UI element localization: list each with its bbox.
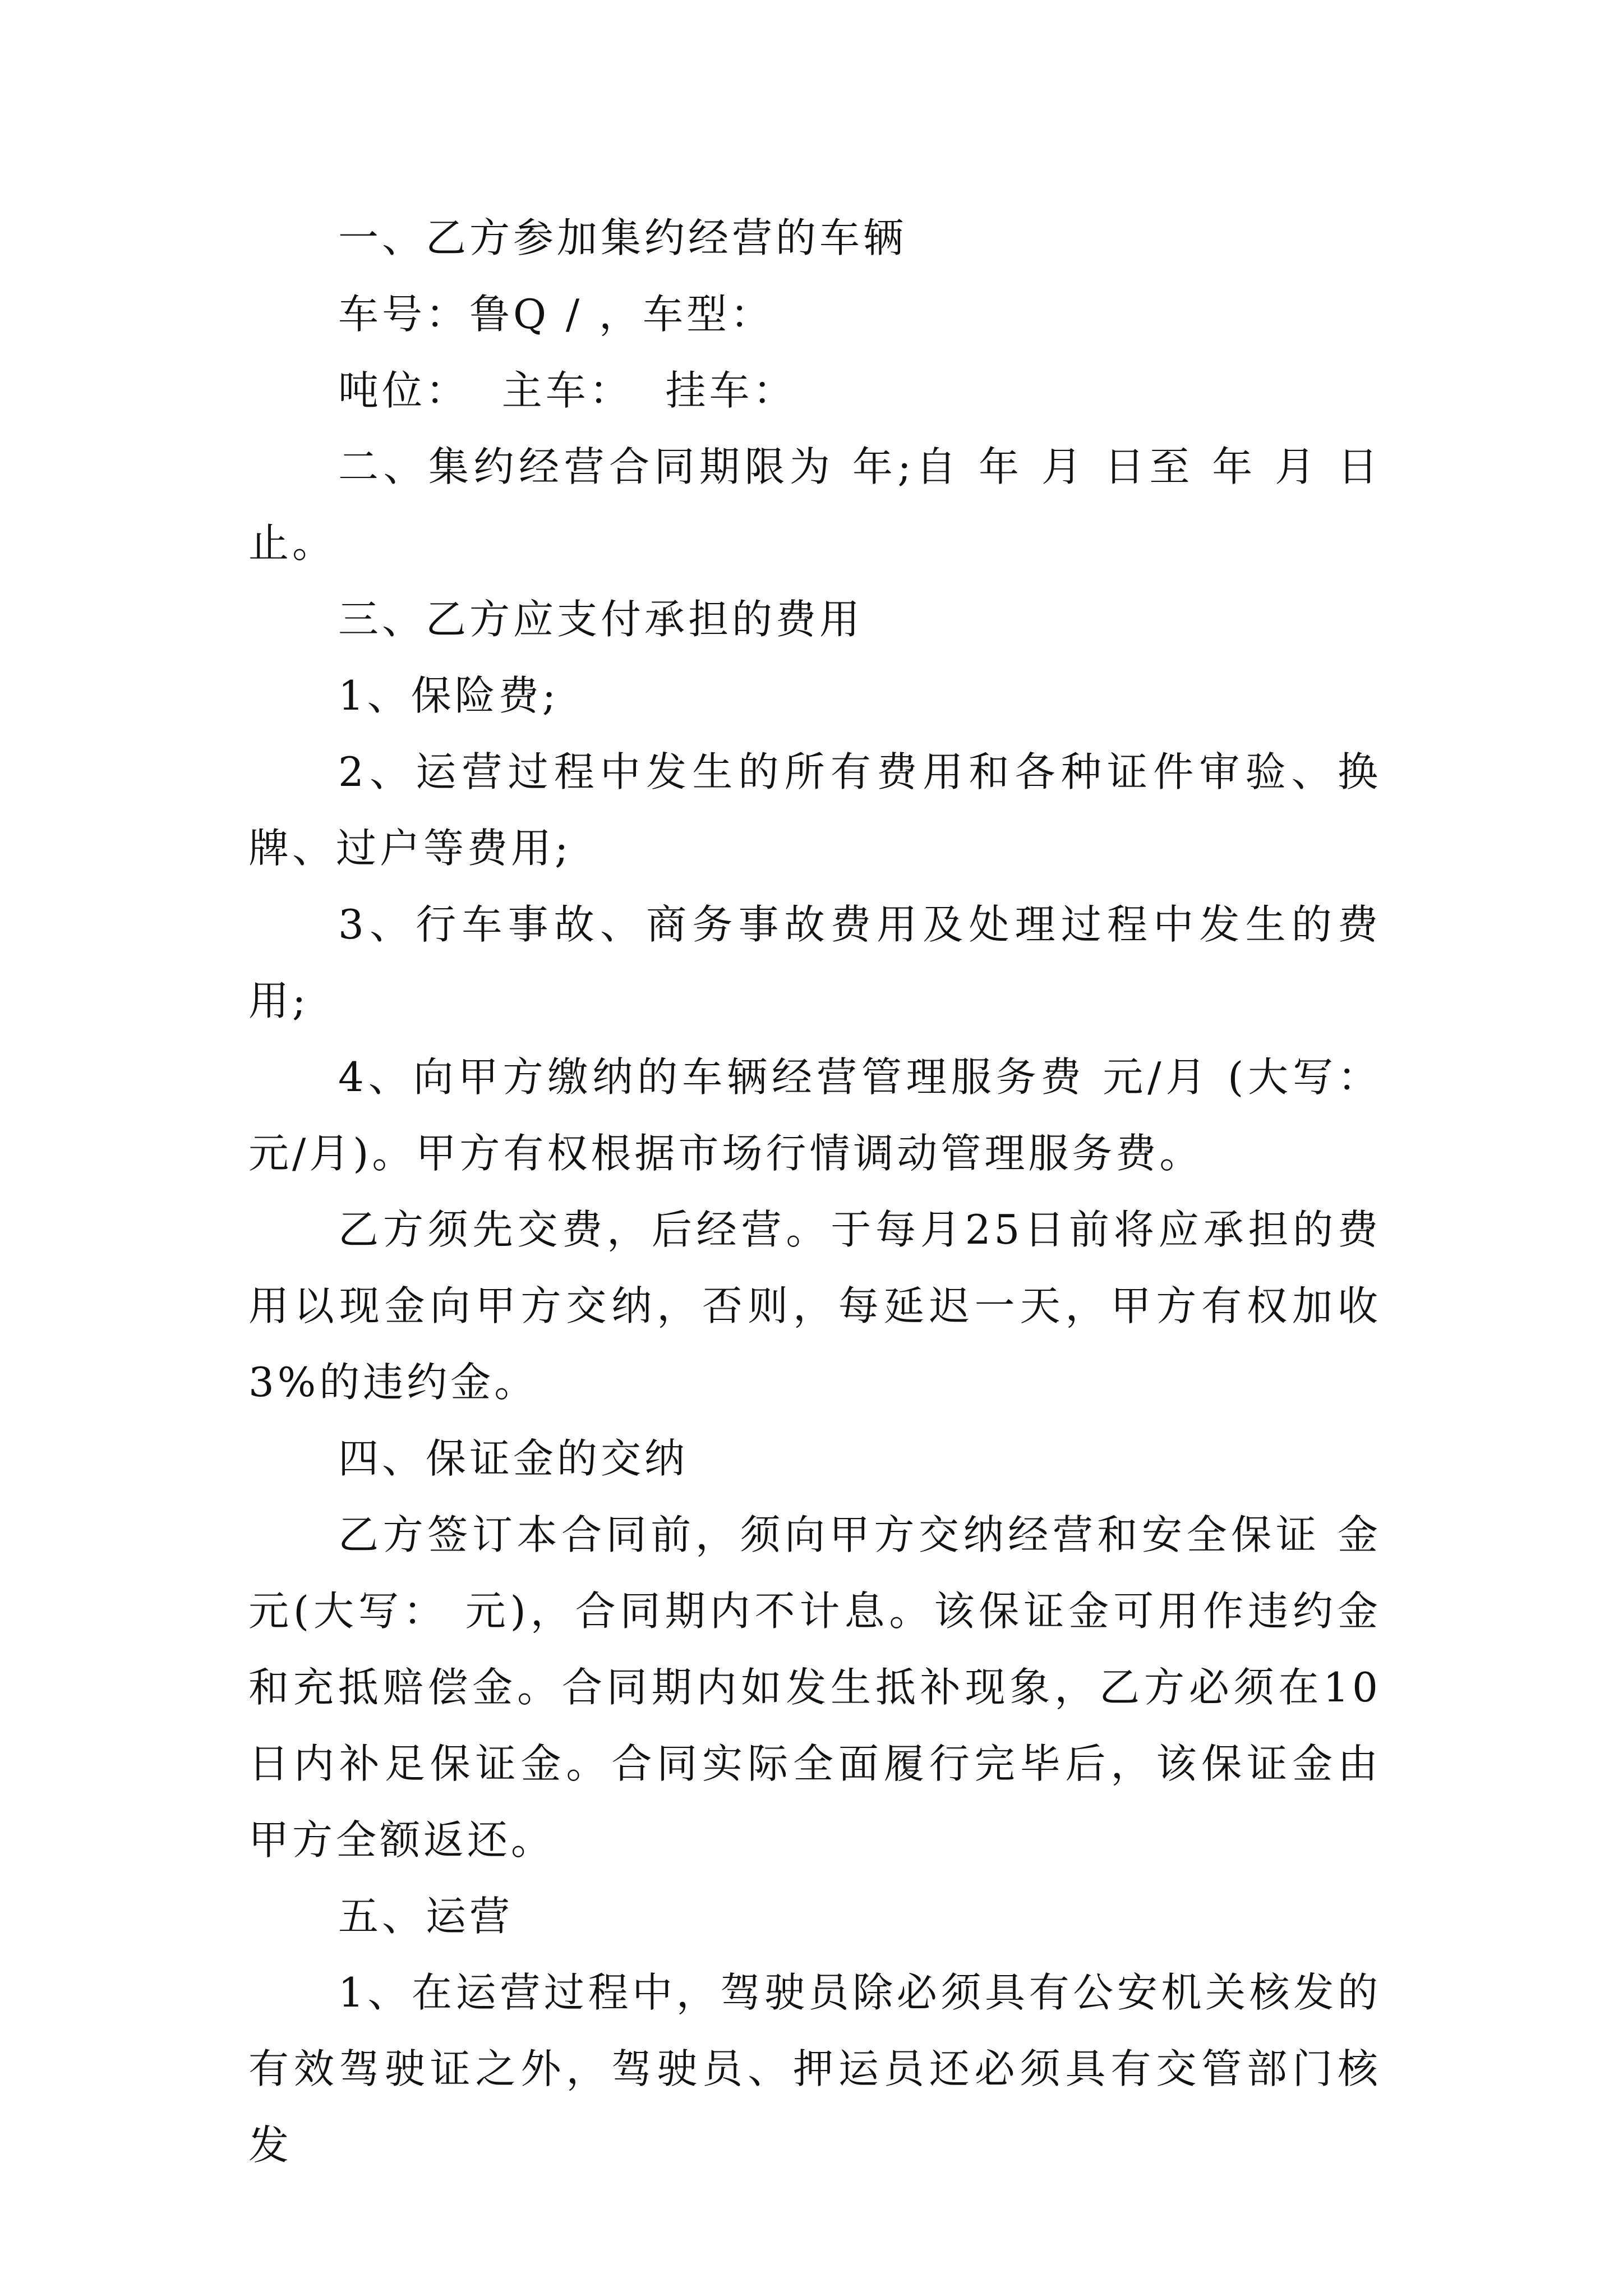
payment-terms-paragraph: 乙方须先交费，后经营。于每月25日前将应承担的费用以现金向甲方交纳，否则，每延迟一天，甲方有权加收3%的违约金。: [248, 1206, 1381, 1406]
fee-item-accident-costs: 3、行车事故、商务事故费用及处理过程中发生的费用;: [248, 901, 1381, 1024]
fee-item-management-service: 4、向甲方缴纳的车辆经营管理服务费 元/月 (大写： 元/月)。甲方有权根据市场行情调动管理服务费。: [248, 1053, 1398, 1177]
vehicle-plate-line: 车号：鲁Q / ，车型：: [338, 291, 774, 338]
section-heading-vehicles: 一、乙方参加集约经营的车辆: [338, 214, 907, 261]
section-heading-fees: 三、乙方应支付承担的费用: [338, 596, 864, 643]
fee-item-operating-costs: 2、运营过程中发生的所有费用和各种证件审验、换牌、过户等费用;: [248, 748, 1381, 872]
tonnage-line: 吨位： 主车： 挂车：: [338, 367, 797, 414]
deposit-paragraph: 乙方签订本合同前，须向甲方交纳经营和安全保证 金 元(大写： 元)，合同期内不计息。该保证金可用作违约金和充抵赔偿金。合同期内如发生抵补现象，乙方必须在10日内补足保证金。合同实际全面履行完毕后，该保证金由甲方全额返还。: [248, 1511, 1398, 1864]
document-body: [248, 200, 1398, 2183]
fee-item-insurance: 1、保险费;: [338, 672, 560, 719]
section-heading-deposit: 四、保证金的交纳: [338, 1435, 689, 1482]
section-heading-operation: 五、运营: [338, 1893, 514, 1940]
operation-item-1: 1、在运营过程中，驾驶员除必须具有公安机关核发的有效驾驶证之外，驾驶员、押运员还必须具有交管部门核发: [248, 1969, 1381, 2169]
contract-term-paragraph: 二、集约经营合同期限为 年;自 年 月 日至 年 月 日止。: [248, 443, 1381, 567]
